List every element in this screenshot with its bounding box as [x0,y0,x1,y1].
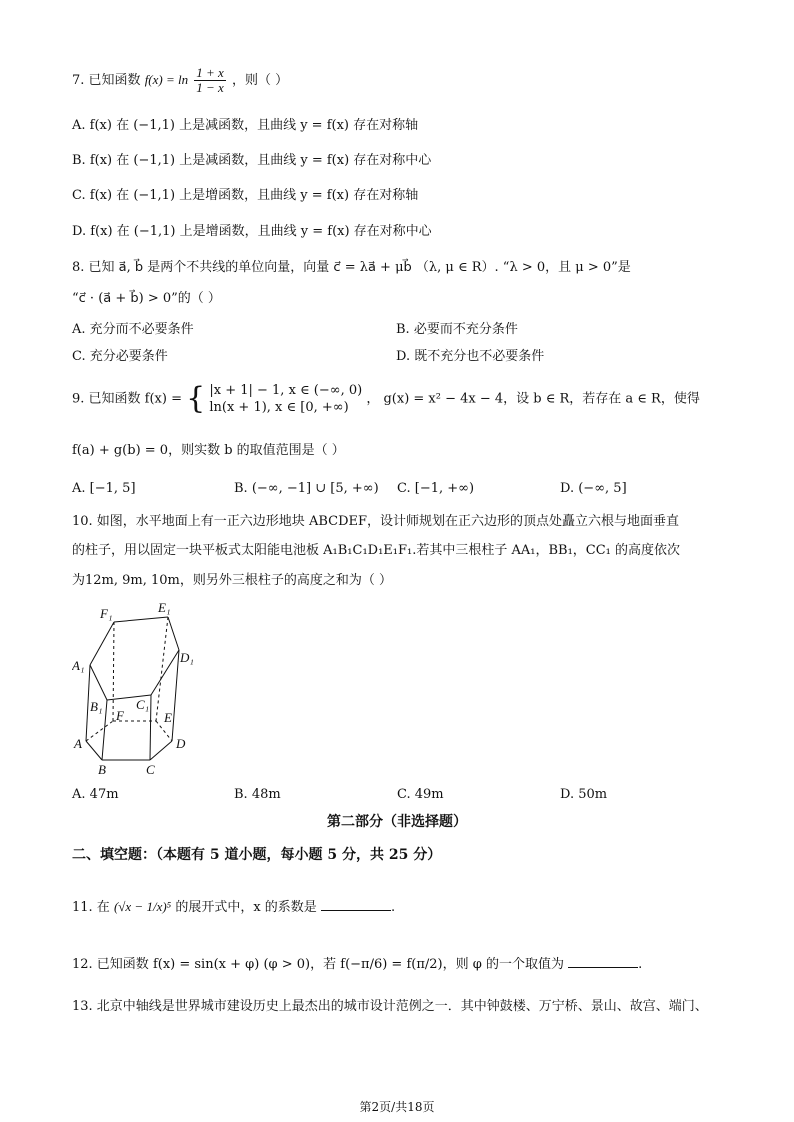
q9-option-d [560,480,627,498]
q10-option-b-label: B. [234,787,248,802]
q11-expression: (√x − 1/x)⁵ [113,899,172,914]
q9-option-b-label: B. [234,481,248,496]
q7-option-d-label: D. [72,224,87,239]
label-f1: F₁ [100,606,113,621]
q8-option-c-label: C. [72,349,86,364]
q7-option-c-label: C. [72,188,86,203]
q11-stem [72,898,395,917]
q12-end: . [638,957,643,972]
q9-option-a [72,480,136,498]
q10-option-d-text: 50m [578,787,608,802]
q8-option-b [396,321,518,339]
part2-title: 第二部分（非选择题） [327,814,467,830]
q8-option-d-text: 既不充分也不必要条件 [414,349,545,364]
label-f: F [116,708,124,723]
label-a1: A₁ [72,658,85,673]
q8-option-b-label: B. [396,322,410,337]
q11-end: . [390,900,396,915]
q12-answer-blank[interactable] [568,955,638,968]
label-b1: B₁ [90,699,103,714]
label-a: A [74,736,82,751]
edge-f1e1 [114,617,168,622]
q12-stem [72,955,642,974]
q8-option-a [72,321,194,339]
q8-stem-line1: 8. 已知 a⃗, b⃗ 是两个不共线的单位向量，向量 c⃗ = λa⃗ + μb⃗ （λ, μ ∈ R）. “λ > 0，且 μ > 0”是 [72,260,631,275]
q9-option-c-label: C. [397,481,411,496]
edge-d1c1 [151,650,179,695]
q7-option-c [72,187,418,205]
edge-b1a1 [90,665,107,700]
q8-option-d [396,348,544,366]
q9-option-c-text: [−1, +∞) [414,481,475,496]
q9-case2: ln(x + 1), x ∈ [0, +∞) [209,400,349,415]
q10-option-c-text: 49m [414,787,444,802]
q12-prefix: 12. 已知函数 f(x) = sin(x + φ) (φ > 0)，若 f(−π/6) = f(π/2)，则 φ 的一个取值为 [72,957,564,972]
q10-option-a [72,786,119,804]
q7-fraction-numerator: 1 + x [196,65,224,80]
edge-ab [86,741,102,760]
pillar-ee1-hidden [156,617,168,721]
edge-a1f1 [90,622,114,665]
q8-option-b-text: 必要而不充分条件 [413,322,518,337]
q8-option-a-text: 充分而不必要条件 [89,322,194,337]
label-c: C [146,762,155,777]
q9-option-b-text: (−∞, −1] ∪ [5, +∞) [251,481,379,496]
q9-case1: |x + 1| − 1, x ∈ (−∞, 0) [209,383,363,398]
q7-stem [72,66,288,95]
pillar-dd1 [172,650,179,741]
label-c1: C₁ [136,697,150,712]
q7-fraction-denominator: 1 − x [196,80,224,95]
q10-option-a-text: 47m [89,787,119,802]
q7-option-b-label: B. [72,153,86,168]
q7-option-c-text: f(x) 在 (−1,1) 上是增函数，且曲线 y = f(x) 存在对称轴 [89,188,419,203]
q8-stem-line2: “c⃗ · (a⃗ + b⃗) > 0”的（ ） [72,291,221,306]
q9-stem-line1 [72,382,700,416]
q10-option-a-label: A. [72,787,86,802]
q11-suffix: 的展开式中，x 的系数是 [175,900,317,915]
q8-option-c-text: 充分必要条件 [89,349,168,364]
label-e1: E₁ [158,600,171,615]
edge-cd [150,741,172,760]
q7-option-b-text: f(x) 在 (−1,1) 上是减函数，且曲线 y = f(x) 存在对称中心 [89,153,432,168]
q10-option-c [397,786,444,804]
q10-stem-line3: 为12m, 9m, 10m，则另外三根柱子的高度之和为（ ） [72,573,392,588]
q13-stem: 13. 北京中轴线是世界城市建设历史上最杰出的城市设计范例之一．其中钟鼓楼、万宁桥、景山、故宫、端门、 [72,999,708,1014]
q10-stem-line2: 的柱子，用以固定一块平板式太阳能电池板 A₁B₁C₁D₁E₁F₁.若其中三根柱子 AA₁，BB₁，CC₁ 的高度依次 [72,543,681,558]
hexagonal-prism-figure [72,598,202,780]
q9-option-d-text: (−∞, 5] [578,481,627,496]
edge-e1d1 [168,617,179,650]
q7-stem-prefix: 7. 已知函数 [72,73,141,88]
q10-stem-line1: 10. 如图，水平地面上有一正六边形地块 ABCDEF，设计师规划在正六边形的顶点处矗立六根与地面垂直 [72,514,680,529]
q9-option-d-label: D. [560,481,575,496]
q9-brace: { [186,381,206,416]
q7-option-a-label: A. [72,118,86,133]
q9-stem-line2: f(a) + g(b) = 0，则实数 b 的取值范围是（ ） [72,443,345,458]
q10-option-d [560,786,607,804]
q7-option-b [72,152,431,170]
label-d: D [176,736,186,751]
q7-fraction [194,66,226,95]
q8-option-d-label: D. [396,349,411,364]
pillar-bb1 [102,700,107,760]
q8-option-a-label: A. [72,322,86,337]
q9-suffix: ， g(x) = x² − 4x − 4，设 b ∈ R，若存在 a ∈ R，使得 [366,391,700,407]
q9-prefix: 9. 已知函数 f(x) = [72,391,182,407]
q11-prefix: 11. 在 [72,900,110,915]
q7-option-a-text: f(x) 在 (−1,1) 上是减函数，且曲线 y = f(x) 存在对称轴 [89,118,419,133]
q10-option-b [234,786,281,804]
q9-piecewise [209,382,362,416]
q9-option-b [234,480,379,498]
section2-title: 二、填空题：（本题有 5 道小题，每小题 5 分，共 25 分） [72,847,442,863]
q10-option-c-label: C. [397,787,411,802]
q11-answer-blank[interactable] [321,898,391,911]
pillar-ff1-hidden [113,622,114,721]
q7-option-d [72,223,432,241]
edge-af-hidden [86,721,113,741]
q9-option-a-text: [−1, 5] [89,481,136,496]
label-b: B [98,762,106,777]
page-footer: 第2页/共18页 [359,1100,435,1114]
q7-option-a [72,117,418,135]
q9-option-a-label: A. [72,481,86,496]
pillar-cc1 [150,695,151,760]
q7-option-d-text: f(x) 在 (−1,1) 上是增函数，且曲线 y = f(x) 存在对称中心 [90,224,432,239]
q8-option-c [72,348,168,366]
label-d1: D₁ [180,650,194,665]
q9-option-c [397,480,474,498]
q10-option-b-text: 48m [251,787,281,802]
q10-option-d-label: D. [560,787,575,802]
q7-stem-suffix: ，则（ ） [231,73,289,88]
q7-function: f(x) = ln [144,72,189,87]
label-e: E [164,710,172,725]
